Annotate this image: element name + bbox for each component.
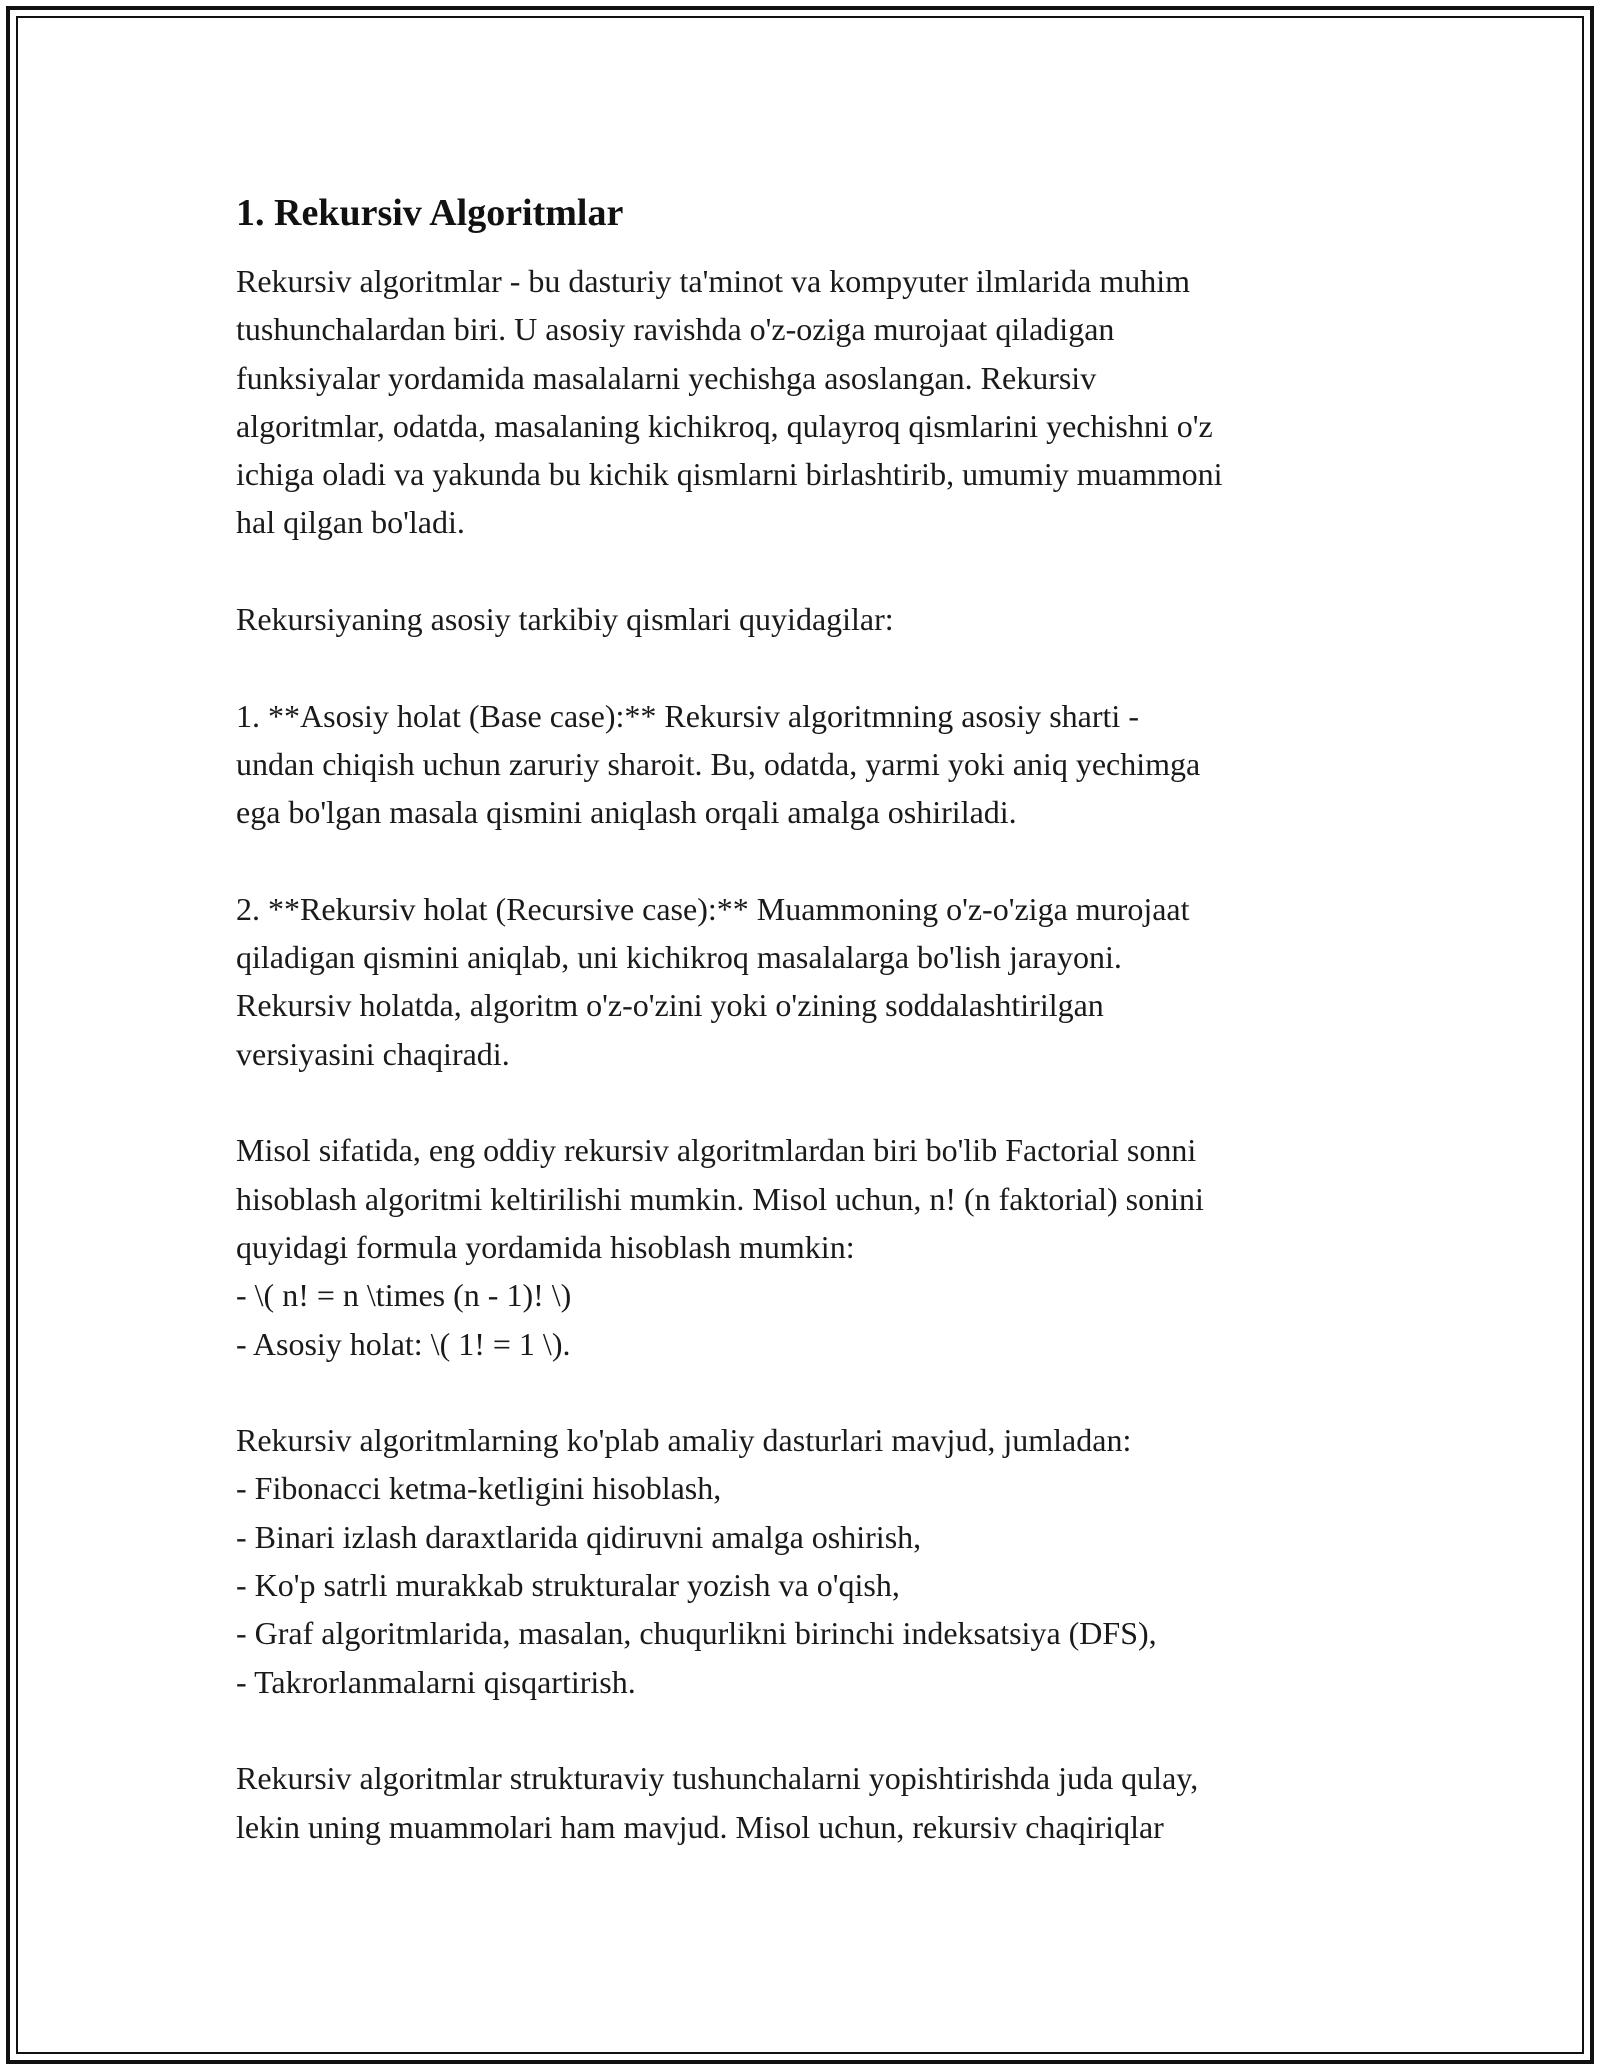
paragraph-intro: Rekursiv algoritmlar - bu dasturiy ta'minot va kompyuter ilmlarida muhim tushunchalardan biri. U asosiy ravishda o'z-oziga murojaat qiladigan funksiyalar yordamida masalalarni yechishga asoslangan. Rekursiv algoritmlar, odatda, masalaning kichikroq, qulayroq qismlarini yechishni o'z ichiga oladi va yakunda bu kichik qismlarni birlashtirib, umumiy muammoni hal qilgan bo'ladi. — [236, 263, 1223, 541]
document-content — [236, 185, 1386, 1851]
paragraph-base-case: 1. **Asosiy holat (Base case):** Rekursiv algoritmning asosiy sharti - undan chiqish uchun zaruriy sharoit. Bu, odatda, yarmi yoki aniq yechimga ega bo'lgan masala qismini aniqlash orqali amalga oshiriladi. — [236, 697, 1201, 831]
paragraph-gap — [236, 837, 1386, 885]
paragraph-components-heading: Rekursiyaning asosiy tarkibiy qismlari quyidagilar: — [236, 601, 894, 638]
document-body — [236, 257, 1386, 1851]
paragraph-gap — [236, 1368, 1386, 1416]
paragraph-gap — [236, 643, 1386, 691]
paragraph-recursive-case: 2. **Rekursiv holat (Recursive case):** Muammoning o'z-o'ziga murojaat qiladigan qismini aniqlab, uni kichikroq masalalarga bo'lish jarayoni. Rekursiv holatda, algoritm o'z-o'zini yoki o'zining soddalashtirilgan versiyasini chaqiradi. — [236, 890, 1190, 1072]
paragraph-gap — [236, 547, 1386, 595]
paragraph-factorial-example: Misol sifatida, eng oddiy rekursiv algoritmlardan biri bo'lib Factorial sonni hisoblash algoritmi keltirilishi mumkin. Misol uchun, n! (n faktorial) sonini quyidagi formula yordamida hisoblash mumkin: - \( n! = n \times (n - 1)! \) - Asosiy holat: \( 1! = 1 \). — [236, 1132, 1204, 1362]
document-title: 1. Rekursiv Algoritmlar — [236, 192, 624, 234]
paragraph-gap — [236, 1078, 1386, 1126]
paragraph-gap — [236, 1706, 1386, 1754]
paragraph-drawbacks: Rekursiv algoritmlar strukturaviy tushunchalarni yopishtirishda juda qulay, lekin uning muammolari ham mavjud. Misol uchun, rekursiv chaqiriqlar — [236, 1760, 1199, 1845]
paragraph-applications-list: Rekursiv algoritmlarning ko'plab amaliy dasturlari mavjud, jumladan: - Fibonacci ketma-ketligini hisoblash, - Binari izlash daraxtlarida qidiruvni amalga oshirish, - Ko'p satrli murakkab strukturalar yozish va o'qish, - Graf algoritmlarida, masalan, chuqurlikni birinchi indeksatsiya (DFS), - Takrorlanmalarni qisqartirish. — [236, 1422, 1157, 1700]
